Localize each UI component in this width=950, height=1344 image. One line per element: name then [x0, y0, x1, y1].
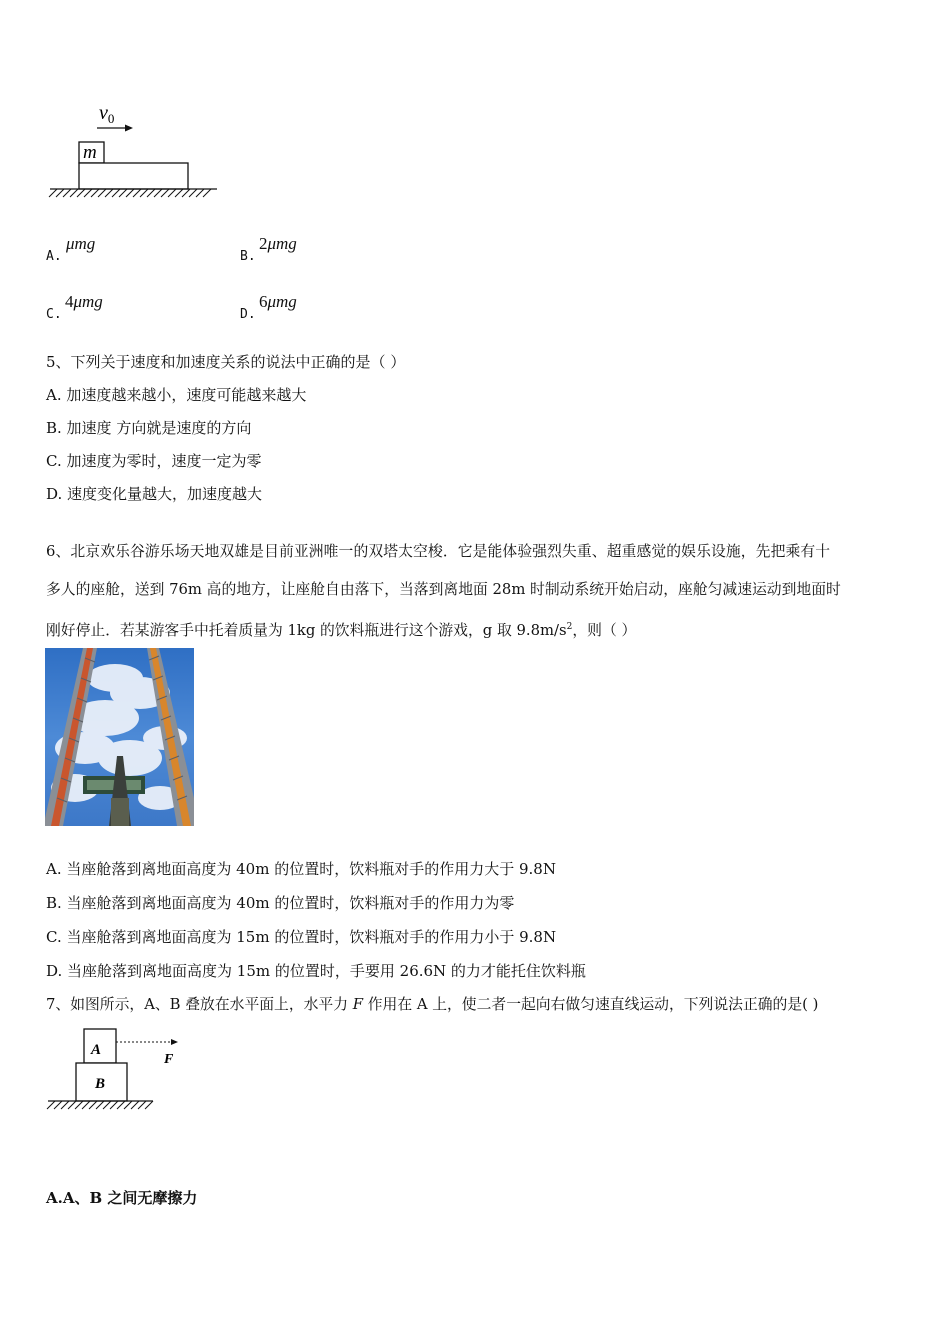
hatch-mark	[133, 189, 141, 197]
hatch-mark	[84, 189, 92, 197]
hatch-mark	[145, 1101, 153, 1109]
hatch-mark	[47, 1101, 55, 1109]
hatch-mark	[203, 189, 211, 197]
ground-hatching	[47, 1101, 153, 1109]
q7-stem: 7、如图所示，A、B 叠放在水平面上，水平力 F 作用在 A 上，使二者一起向右做匀速直线运动，下列说法正确的是( )	[46, 996, 819, 1013]
q6-stem-line-2: 多人的座舱，送到 76m 高的地方，让座舱自由落下，当落到离地面 28m 时制动系统开始启动，座舱匀减速运动到地面时	[46, 581, 841, 598]
hatch-mark	[49, 189, 57, 197]
option-expression: 6μmg	[259, 292, 297, 311]
hatch-mark	[61, 1101, 69, 1109]
mass-label: m	[83, 142, 97, 163]
q6-option-c[interactable]: C. 当座舱落到离地面高度为 15m 的位置时，饮料瓶对手的作用力小于 9.8N	[46, 928, 557, 946]
q6-stem-line-1: 6、北京欢乐谷游乐场天地双雄是目前亚洲唯一的双塔太空梭．它是能体验强烈失重、超重感觉的娱乐设施，先把乘有十	[46, 543, 831, 560]
hatch-mark	[103, 1101, 111, 1109]
stacked-blocks-figure	[45, 1025, 185, 1120]
q7-option-a[interactable]: A.A、B 之间无摩擦力	[46, 1189, 198, 1207]
hatch-mark	[54, 1101, 62, 1109]
q5-stem: 5、下列关于速度和加速度关系的说法中正确的是（ ）	[46, 353, 406, 371]
block-a-label: A	[91, 1042, 102, 1058]
hatch-mark	[119, 189, 127, 197]
hatch-mark	[110, 1101, 118, 1109]
block-on-board-figure	[45, 95, 225, 210]
hatch-mark	[63, 189, 71, 197]
twin-tower-photo	[45, 648, 194, 826]
hatch-mark	[168, 189, 176, 197]
hatch-mark	[189, 189, 197, 197]
hatch-mark	[56, 189, 64, 197]
ground-hatching	[49, 189, 211, 197]
hatch-mark	[98, 189, 106, 197]
q6-option-d[interactable]: D. 当座舱落到离地面高度为 15m 的位置时，手要用 26.6N 的力才能托住饮料瓶	[46, 962, 586, 980]
hatch-mark	[124, 1101, 132, 1109]
hatch-mark	[140, 189, 148, 197]
hatch-mark	[182, 189, 190, 197]
q6-option-a[interactable]: A. 当座舱落到离地面高度为 40m 的位置时，饮料瓶对手的作用力大于 9.8N	[46, 860, 556, 878]
hatch-mark	[138, 1101, 146, 1109]
block-b-label: B	[95, 1076, 106, 1092]
option-letter: C.	[46, 307, 62, 322]
velocity-label: $v_0$	[99, 102, 115, 126]
option-expression: 4μmg	[65, 292, 103, 311]
option-letter: B.	[240, 249, 256, 264]
option-letter: D.	[240, 307, 256, 322]
hatch-mark	[105, 189, 113, 197]
hatch-mark	[68, 1101, 76, 1109]
hatch-mark	[89, 1101, 97, 1109]
hatch-mark	[91, 189, 99, 197]
q5-option-b[interactable]: B. 加速度 方向就是速度的方向	[46, 419, 252, 437]
hatch-mark	[117, 1101, 125, 1109]
option-letter: A.	[46, 249, 62, 264]
hatch-mark	[77, 189, 85, 197]
q5-option-c[interactable]: C. 加速度为零时，速度一定为零	[46, 452, 262, 470]
hatch-mark	[196, 189, 204, 197]
hatch-mark	[147, 189, 155, 197]
hatch-mark	[75, 1101, 83, 1109]
option-expression: μmg	[66, 234, 96, 253]
q6-stem-line-3: 刚好停止．若某游客手中托着质量为 1kg 的饮料瓶进行这个游戏，g 取 $9.8m/s^2$，则（ ）	[46, 621, 637, 639]
hatch-mark	[82, 1101, 90, 1109]
q6-option-b[interactable]: B. 当座舱落到离地面高度为 40m 的位置时，饮料瓶对手的作用力为零	[46, 894, 515, 912]
hatch-mark	[70, 189, 78, 197]
hatch-mark	[96, 1101, 104, 1109]
long-board	[79, 163, 188, 189]
force-arrowhead	[171, 1039, 178, 1045]
hatch-mark	[161, 189, 169, 197]
hatch-mark	[126, 189, 134, 197]
velocity-arrowhead	[125, 125, 133, 132]
hatch-mark	[112, 189, 120, 197]
hatch-mark	[131, 1101, 139, 1109]
option-expression: 2μmg	[259, 234, 297, 253]
hatch-mark	[154, 189, 162, 197]
q5-option-d[interactable]: D. 速度变化量越大，加速度越大	[46, 485, 263, 503]
force-label: F	[164, 1052, 174, 1067]
q5-option-a[interactable]: A. 加速度越来越小，速度可能越来越大	[46, 386, 307, 404]
hatch-mark	[175, 189, 183, 197]
